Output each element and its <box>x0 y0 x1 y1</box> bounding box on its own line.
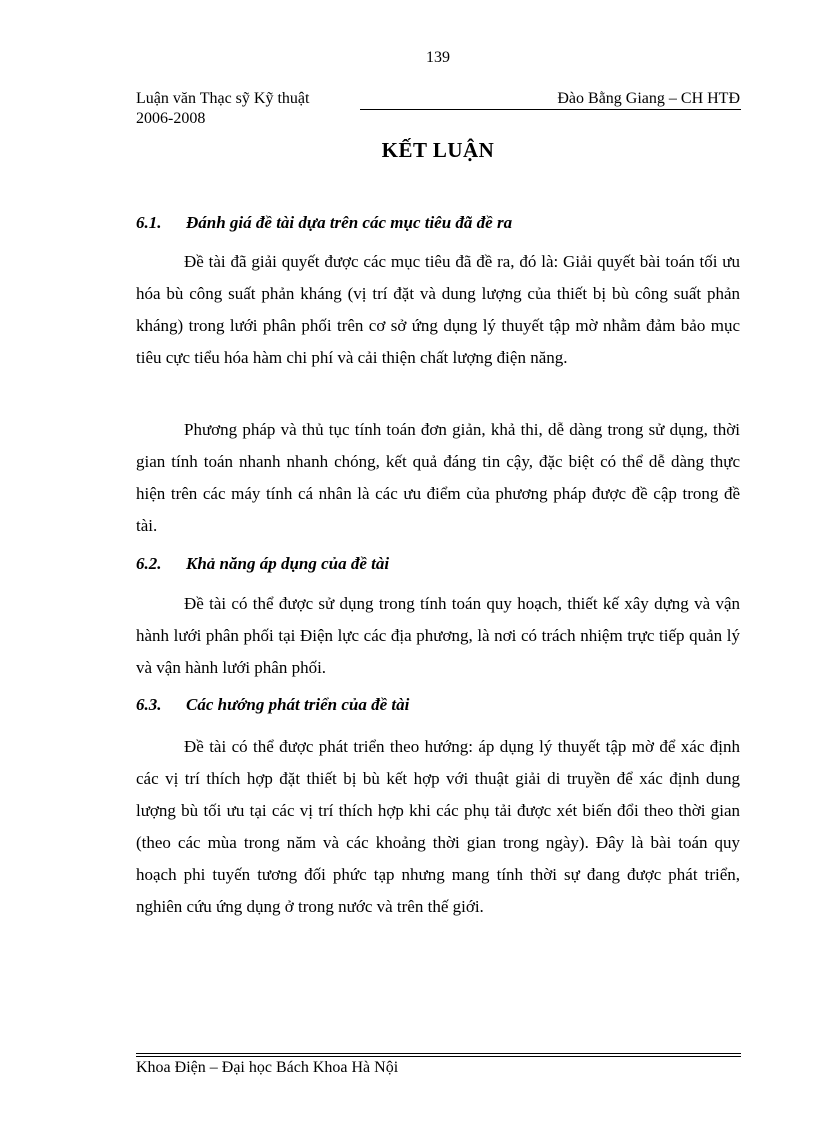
page-title: KẾT LUẬN <box>381 138 495 162</box>
section-heading-6-3 <box>136 694 409 716</box>
header-right-text: Đào Bằng Giang – CH HTĐ <box>557 90 740 107</box>
paragraph: Đề tài có thể được phát triển theo hướng: áp dụng lý thuyết tập mờ để xác định các vị trí thích hợp đặt thiết bị bù kết hợp với thuật giải di truyền để xác định dung lượng bù tối ưu tại các vị trí thích hợp khi các phụ tải được xét biến đổi theo thời gian (theo các mùa trong năm và các khoảng thời gian trong ngày). Đây là bài toán quy hoạch phi tuyến tương đối phức tạp nhưng mang tính thời sự đang được phát triển, nghiên cứu ứng dụng ở trong nước và trên thế giới. <box>136 737 740 916</box>
section-heading-6-2 <box>136 553 389 575</box>
paragraph: Phương pháp và thủ tục tính toán đơn giản, khả thi, dễ dàng trong sử dụng, thời gian tính toán nhanh nhanh chóng, kết quả đáng tin cậy, đặc biệt có thể dễ dàng thực hiện trên các máy tính cá nhân là các ưu điểm của phương pháp được đề cập trong đề tài. <box>136 420 740 535</box>
footer-text: Khoa Điện – Đại học Bách Khoa Hà Nội <box>136 1059 399 1076</box>
footer-rule <box>136 1053 741 1054</box>
section-number: 6.3. <box>136 695 162 714</box>
section-number: 6.2. <box>136 554 162 573</box>
header-year: 2006-2008 <box>136 110 206 127</box>
section-title: Các hướng phát triển của đề tài <box>186 695 410 714</box>
section-heading-6-1 <box>136 212 512 234</box>
paragraph: Đề tài đã giải quyết được các mục tiêu đã đề ra, đó là: Giải quyết bài toán tối ưu hóa bù công suất phản kháng (vị trí đặt và dung lượng của thiết bị bù công suất phản kháng) trong lưới phân phối trên cơ sở ứng dụng lý thuyết tập mờ nhằm đảm bảo mục tiêu cực tiểu hóa hàm chi phí và cải thiện chất lượng điện năng. <box>136 252 740 367</box>
footer-rule <box>136 1056 741 1057</box>
header-rule <box>360 109 741 110</box>
page-number: 139 <box>426 49 450 66</box>
section-title: Đánh giá đề tài dựa trên các mục tiêu đã đề ra <box>186 213 513 232</box>
section-number: 6.1. <box>136 213 162 232</box>
header-left-text: Luận văn Thạc sỹ Kỹ thuật <box>136 90 310 107</box>
section-title: Khả năng áp dụng của đề tài <box>186 554 390 573</box>
paragraph: Đề tài có thể được sử dụng trong tính toán quy hoạch, thiết kế xây dựng và vận hành lưới phân phối tại Điện lực các địa phương, là nơi có trách nhiệm trực tiếp quản lý và vận hành lưới phân phối. <box>136 594 740 677</box>
